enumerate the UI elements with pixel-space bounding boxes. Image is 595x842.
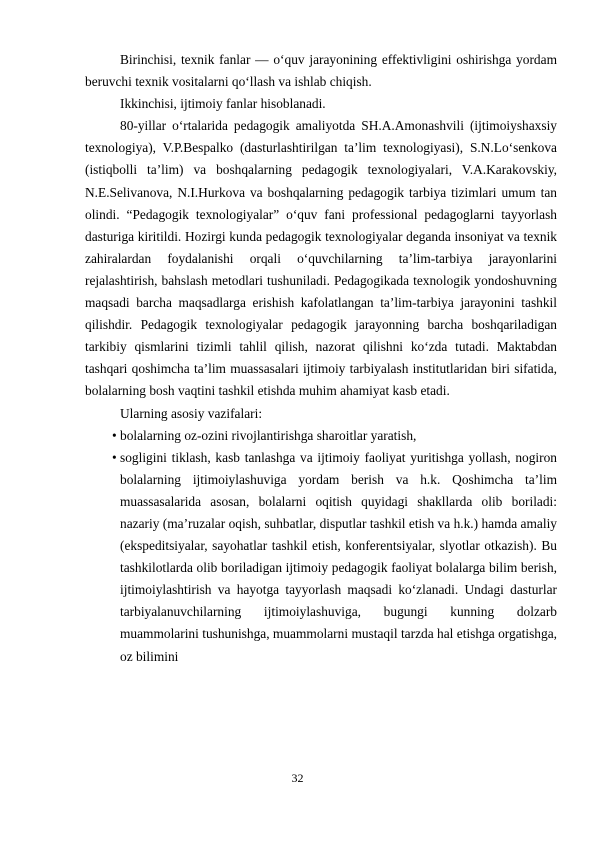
bullet-item-1 [85,425,557,447]
bullet-text-1: bolalarning oz-ozini rivojlantirishga sharoitlar yaratish, [120,427,417,443]
bullet-text-2: sogligini tiklash, kasb tanlashga va ijtimoiy faoliyat yuritishga yollash, [120,449,511,465]
bullet-continuation: nogiron bolalarning ijtimoiylashuviga yordam berish va h.k. Qoshimcha ta’lim muassasalarida asosan, bolalarni oqitish quyidagi shakllarda olib boriladi: nazariy (ma’ruzalar oqish, suhbatlar, disputlar tashkil etish va h.k.) hamda amaliy (ekspeditsiyalar, sayohatlar tashkil etish, konferentsiyalar, slyotlar otkazish). Bu tashkilotlarda olib boriladigan ijtimoiy pedagogik faoliyat bolalarga bilim berish, ijtimoiylashtirish va hayotga tayyorlash maqsadi ko‘zlanadi. Undagi dasturlar tarbiyalanuvchilarning ijtimoiylashuviga, bugungi kunning dolzarb muammolarini tushunishga, muammolarni mustaqil tarzda hal etishga orgatishga, oz bilimini [120,449,557,664]
paragraph-4: Ularning asosiy vazifalari: [120,405,263,421]
document-page [85,49,557,668]
paragraph-3: 80-yillar o‘rtalarida pedagogik amaliyotda SH.A.Amonashvili (ijtimoiyshaxsiy texnologiya), V.P.Bespalko (dasturlashtirilgan ta’lim texnologiyasi), S.N.Lo‘senkova (istiqbolli ta’lim) va boshqalarning pedagogik texnologiyalari, V.A.Karakovskiy, N.E.Selivanova, N.I.Hurkova va boshqalarning pedagogik tarbiya tizimlari umum tan olindi. “Pedagogik texnologiyalar” o‘quv fani professional pedagoglarni tayyorlash dasturiga kiritildi. Hozirgi kunda pedagogik texnologiyalar deganda insoniyat va texnik zahiralardan foydalanishi orqali o‘quvchilarning ta’lim-tarbiya jarayonlarini rejalashtirish, bahslash metodlari tushuniladi. Pedagogikada texnologik yondoshuvning maqsadi barcha maqsadlarga erishish kafolatlangan ta’lim-tarbiya jarayonini tashkil qilishdir. Pedagogik texnologiyalar pedagogik jarayonning barcha boshqariladigan tarkibiy qismlarini tizimli tahlil qilish, nazorat qilishni ko‘zda tutadi. Maktabdan tashqari qoshimcha ta’lim muassasalari ijtimoiy tarbiyalash institutlaridan biri sifatida, bolalarning bosh vaqtini tashkil etishda muhim ahamiyat kasb etadi. [85,118,557,399]
paragraph-2: Ikkinchisi, ijtimoiy fanlar hisoblanadi. [120,96,326,112]
page-number: 32 [291,771,304,785]
bullet-item-2 [85,447,557,668]
bullet-icon: • [112,427,117,443]
paragraph-1: Birinchisi, texnik fanlar — o‘quv jarayonining effektivligini oshirishga yordam beruvchi texnik vositalarni qo‘llash va ishlab chiqish. [85,52,557,90]
bullet-icon: • [112,449,117,465]
